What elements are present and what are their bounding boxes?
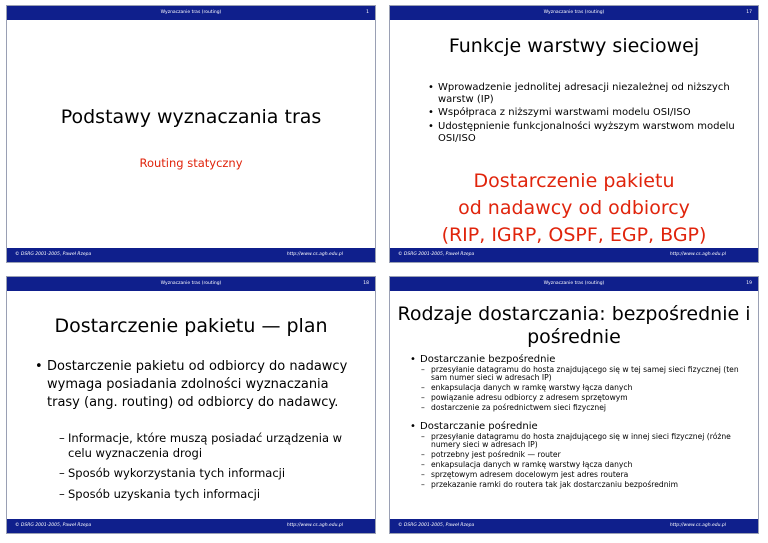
footer-url: http://www.cs.agh.edu.pl xyxy=(669,523,726,528)
footer-copyright: © DSRG 2001-2005, Paweł Rzepa xyxy=(398,523,475,528)
list-item: – Sposób uzyskania tych informacji xyxy=(59,487,365,502)
list-item: • Udostępnienie funkcjonalności wyższym warstwom modelu OSI/ISO xyxy=(428,121,748,145)
slide-1 xyxy=(6,5,376,263)
sub-list xyxy=(408,366,754,413)
list-item: – przesyłanie datagramu do hosta znajdującego się w innej sieci fizycznej (różne numery sieci w adresach IP) xyxy=(420,433,754,450)
sub-bullet-list xyxy=(59,431,365,507)
slide-number: 19 xyxy=(746,281,752,286)
list-item: • Współpraca z niższymi warstwami modelu OSI/ISO xyxy=(428,107,748,119)
slide-footer-bar xyxy=(390,519,758,533)
list-item: – sprzętowym adresem docelowym jest adres routera xyxy=(420,471,754,479)
slide-number: 17 xyxy=(746,10,752,15)
list-item: – przesyłanie datagramu do hosta znajdującego się w tej samej sieci fizycznej (ten sam numer sieci w adresach IP) xyxy=(420,366,754,383)
list-item: – potrzebny jest pośrednik — router xyxy=(420,451,754,459)
footer-url: http://www.cs.agh.edu.pl xyxy=(669,252,726,257)
list-item: • Wprowadzenie jednolitej adresacji niezależnej od niższych warstw (IP) xyxy=(428,82,748,106)
indirect-delivery-group xyxy=(408,421,754,491)
slide-title xyxy=(390,303,758,349)
slide-title: Funkcje warstwy sieciowej xyxy=(448,35,700,57)
slide-subtitle: Routing statyczny xyxy=(139,156,243,170)
direct-delivery-group xyxy=(408,354,754,414)
footer-url: http://www.cs.agh.edu.pl xyxy=(286,252,343,257)
slide-18 xyxy=(6,276,376,534)
list-item: – powiązanie adresu odbiorcy z adresem sprzętowym xyxy=(420,394,754,402)
slide-header-bar xyxy=(7,6,375,20)
slide-title: Dostarczenie pakietu — plan xyxy=(54,315,328,337)
slide-17 xyxy=(389,5,759,263)
highlight-line: Dostarczenie pakietu xyxy=(473,170,675,192)
slide-19 xyxy=(389,276,759,534)
title-line: pośrednie xyxy=(527,326,621,348)
slide-footer-bar xyxy=(7,519,375,533)
slide-header-text: Wyznaczanie tras (routing) xyxy=(543,10,605,15)
bullet-list xyxy=(428,82,748,146)
footer-copyright: © DSRG 2001-2005, Paweł Rzepa xyxy=(15,252,92,257)
group-label: • Dostarczanie bezpośrednie xyxy=(408,354,754,366)
title-line: Rodzaje dostarczania: bezpośrednie i xyxy=(397,303,751,325)
slide-header-text: Wyznaczanie tras (routing) xyxy=(160,10,222,15)
footer-url: http://www.cs.agh.edu.pl xyxy=(286,523,343,528)
highlight-text xyxy=(390,168,758,249)
slide-header-bar xyxy=(390,277,758,291)
list-item: – dostarczenie za pośrednictwem sieci fizycznej xyxy=(420,404,754,412)
sub-list xyxy=(408,433,754,490)
slide-number: 18 xyxy=(363,281,369,286)
main-bullet xyxy=(31,358,361,412)
slide-header-text: Wyznaczanie tras (routing) xyxy=(160,281,222,286)
list-item: – przekazanie ramki do routera tak jak dostarczaniu bezpośrednim xyxy=(420,481,754,489)
list-item: – Informacje, które muszą posiadać urządzenia w celu wyznaczenia drogi xyxy=(59,431,365,460)
slide-number: 1 xyxy=(366,10,369,15)
list-item: – Sposób wykorzystania tych informacji xyxy=(59,466,365,481)
slide-header-bar xyxy=(390,6,758,20)
list-item: – enkapsulacja danych w ramkę warstwy łącza danych xyxy=(420,461,754,469)
footer-copyright: © DSRG 2001-2005, Paweł Rzepa xyxy=(15,523,92,528)
slide-header-bar xyxy=(7,277,375,291)
highlight-line: od nadawcy od odbiorcy xyxy=(458,197,690,219)
bullet-marker: • xyxy=(35,359,43,374)
group-label: • Dostarczanie pośrednie xyxy=(408,421,754,433)
slide-title: Podstawy wyznaczania tras xyxy=(60,106,322,128)
slide-footer-bar xyxy=(390,248,758,262)
main-bullet-text: Dostarczenie pakietu od odbiorcy do nadawcy wymaga posiadania zdolności wyznaczania trasy (ang. routing) od odbiorcy do nadawcy. xyxy=(47,359,348,410)
slide-header-text: Wyznaczanie tras (routing) xyxy=(543,281,605,286)
highlight-line: (RIP, IGRP, OSPF, EGP, BGP) xyxy=(441,224,707,246)
footer-copyright: © DSRG 2001-2005, Paweł Rzepa xyxy=(398,252,475,257)
list-item: – enkapsulacja danych w ramkę warstwy łącza danych xyxy=(420,384,754,392)
slide-footer-bar xyxy=(7,248,375,262)
